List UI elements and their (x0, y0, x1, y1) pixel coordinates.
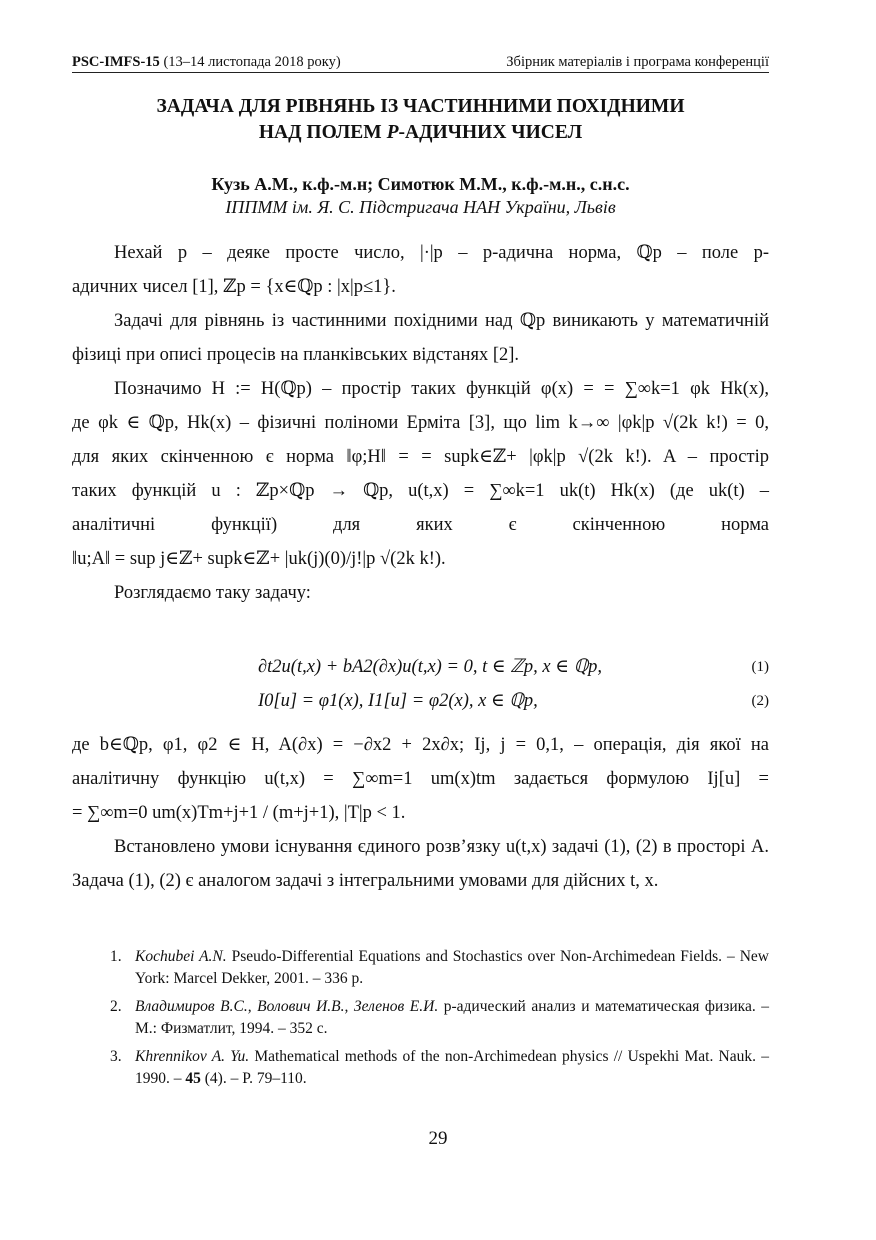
paragraph-3-line-2: де φk ∈ ℚp, Hk(x) – фізичні поліноми Ерміта [3], що lim k→∞ |φk|p √(2k k!) = 0, (72, 413, 769, 433)
reference-1-number: 1. (110, 948, 122, 965)
equation-1 (72, 656, 769, 686)
reference-3-volume: 45 (185, 1070, 201, 1087)
paragraph-5-line-3: = ∑∞m=0 um(x)Tm+j+1 / (m+j+1), |T|p < 1. (72, 803, 406, 823)
reference-1 (110, 946, 769, 990)
equation-1-expression: ∂t2u(t,x) + bA2(∂x)u(t,x) = 0, t ∈ ℤp, x ∈ ℚp, (258, 657, 603, 677)
paragraph-5-line-2: аналітичну функцію u(t,x) = ∑∞m=1 um(x)tm задається формулою Ij[u] = (72, 769, 769, 789)
paragraph-3-line-5: аналітичні функції) для яких є скінченною норма (72, 515, 769, 535)
body-block-1 (72, 236, 769, 610)
conference-code: PSC-IMFS-15 (72, 54, 160, 70)
conference-dates: (13–14 листопада 2018 року) (163, 54, 341, 70)
title-line-2-a: НАД ПОЛЕМ (258, 122, 387, 143)
body-block-2 (72, 728, 769, 898)
reference-3 (110, 1046, 769, 1090)
reference-3-number: 3. (110, 1048, 122, 1065)
reference-2-number: 2. (110, 998, 122, 1015)
references (110, 946, 769, 1096)
paragraph-3-line-4: таких функцій u : ℤp×ℚp → ℚp, u(t,x) = ∑∞k=1 uk(t) Hk(x) (де uk(t) – (72, 481, 769, 501)
equation-2 (72, 690, 769, 720)
header-collection: Збірник матеріалів і програма конференції (506, 54, 769, 70)
reference-2-author: Владимиров В.С., Волович И.В., Зеленов Е.И. (135, 998, 439, 1015)
page-number: 29 (428, 1128, 448, 1149)
reference-1-author: Kochubei A.N. (135, 948, 227, 965)
equation-1-number: (1) (751, 659, 769, 675)
paragraph-5-line-1: де b∈ℚp, φ1, φ2 ∈ H, A(∂x) = −∂x2 + 2x∂x; Ij, j = 0,1, – операція, дія якої на (72, 735, 769, 755)
paragraph-3-line-6: ‖u;A‖ = sup j∈ℤ+ supk∈ℤ+ |uk(j)(0)/j!|p √(2k k!). (72, 549, 446, 569)
paragraph-1-line-2: адичних чисел [1], ℤp = {x∈ℚp : |x|p≤1}. (72, 277, 396, 297)
title-line-2 (72, 120, 769, 146)
running-header (72, 54, 769, 73)
paragraph-1-line-1: Нехай p – деяке просте число, |·|p – p-адична норма, ℚp – поле p- (114, 243, 769, 263)
equation-2-expression: I0[u] = φ1(x), I1[u] = φ2(x), x ∈ ℚp, (258, 691, 538, 711)
equation-2-number: (2) (751, 693, 769, 709)
paragraph-2: Задачі для рівнянь із частинними похідними над ℚp виникають у математичній фізиці при описі процесів на планківських відстанях [2]. (72, 311, 769, 365)
paper-title (72, 94, 769, 146)
title-line-2-b: -АДИЧНИХ ЧИСЕЛ (398, 122, 583, 143)
reference-3-text-b: (4). – P. 79–110. (200, 1070, 307, 1087)
title-line-1: ЗАДАЧА ДЛЯ РІВНЯНЬ ІЗ ЧАСТИННИМИ ПОХІДНИМИ (156, 96, 685, 117)
authors: Кузь А.М., к.ф.-м.н; Симотюк М.М., к.ф.-м.н., с.н.с. (211, 174, 630, 194)
affiliation: ІППММ ім. Я. С. Підстригача НАН України, Львів (225, 197, 616, 217)
paragraph-3-line-1: Позначимо H := H(ℚp) – простір таких функцій φ(x) = = ∑∞k=1 φk Hk(x), (114, 379, 769, 399)
reference-3-author: Khrennikov A. Yu. (135, 1048, 250, 1065)
paragraph-4: Розглядаємо таку задачу: (114, 583, 311, 603)
reference-1-text: Pseudo-Differential Equations and Stochastics over Non-Archimedean Fields. – New York: Marcel Dekker, 2001. – 336 p. (135, 948, 769, 987)
title-line-2-p: P (386, 122, 399, 143)
reference-3-text-a: Mathematical methods of the non-Archimedean physics // Uspekhi Mat. Nauk. – 1990. – (135, 1048, 769, 1087)
paragraph-6: Встановлено умови існування єдиного розв’язку u(t,x) задачі (1), (2) в просторі A. Задача (1), (2) є аналогом задачі з інтегральними умовами для дійсних t, x. (72, 837, 769, 891)
reference-2 (110, 996, 769, 1040)
header-conference (72, 54, 341, 71)
reference-2-text: p-адический анализ и математическая физика. – М.: Физматлит, 1994. – 352 с. (135, 998, 769, 1037)
paragraph-3-line-3: для яких скінченною є норма ‖φ;H‖ = = supk∈ℤ+ |φk|p √(2k k!). A – простір (72, 447, 769, 467)
